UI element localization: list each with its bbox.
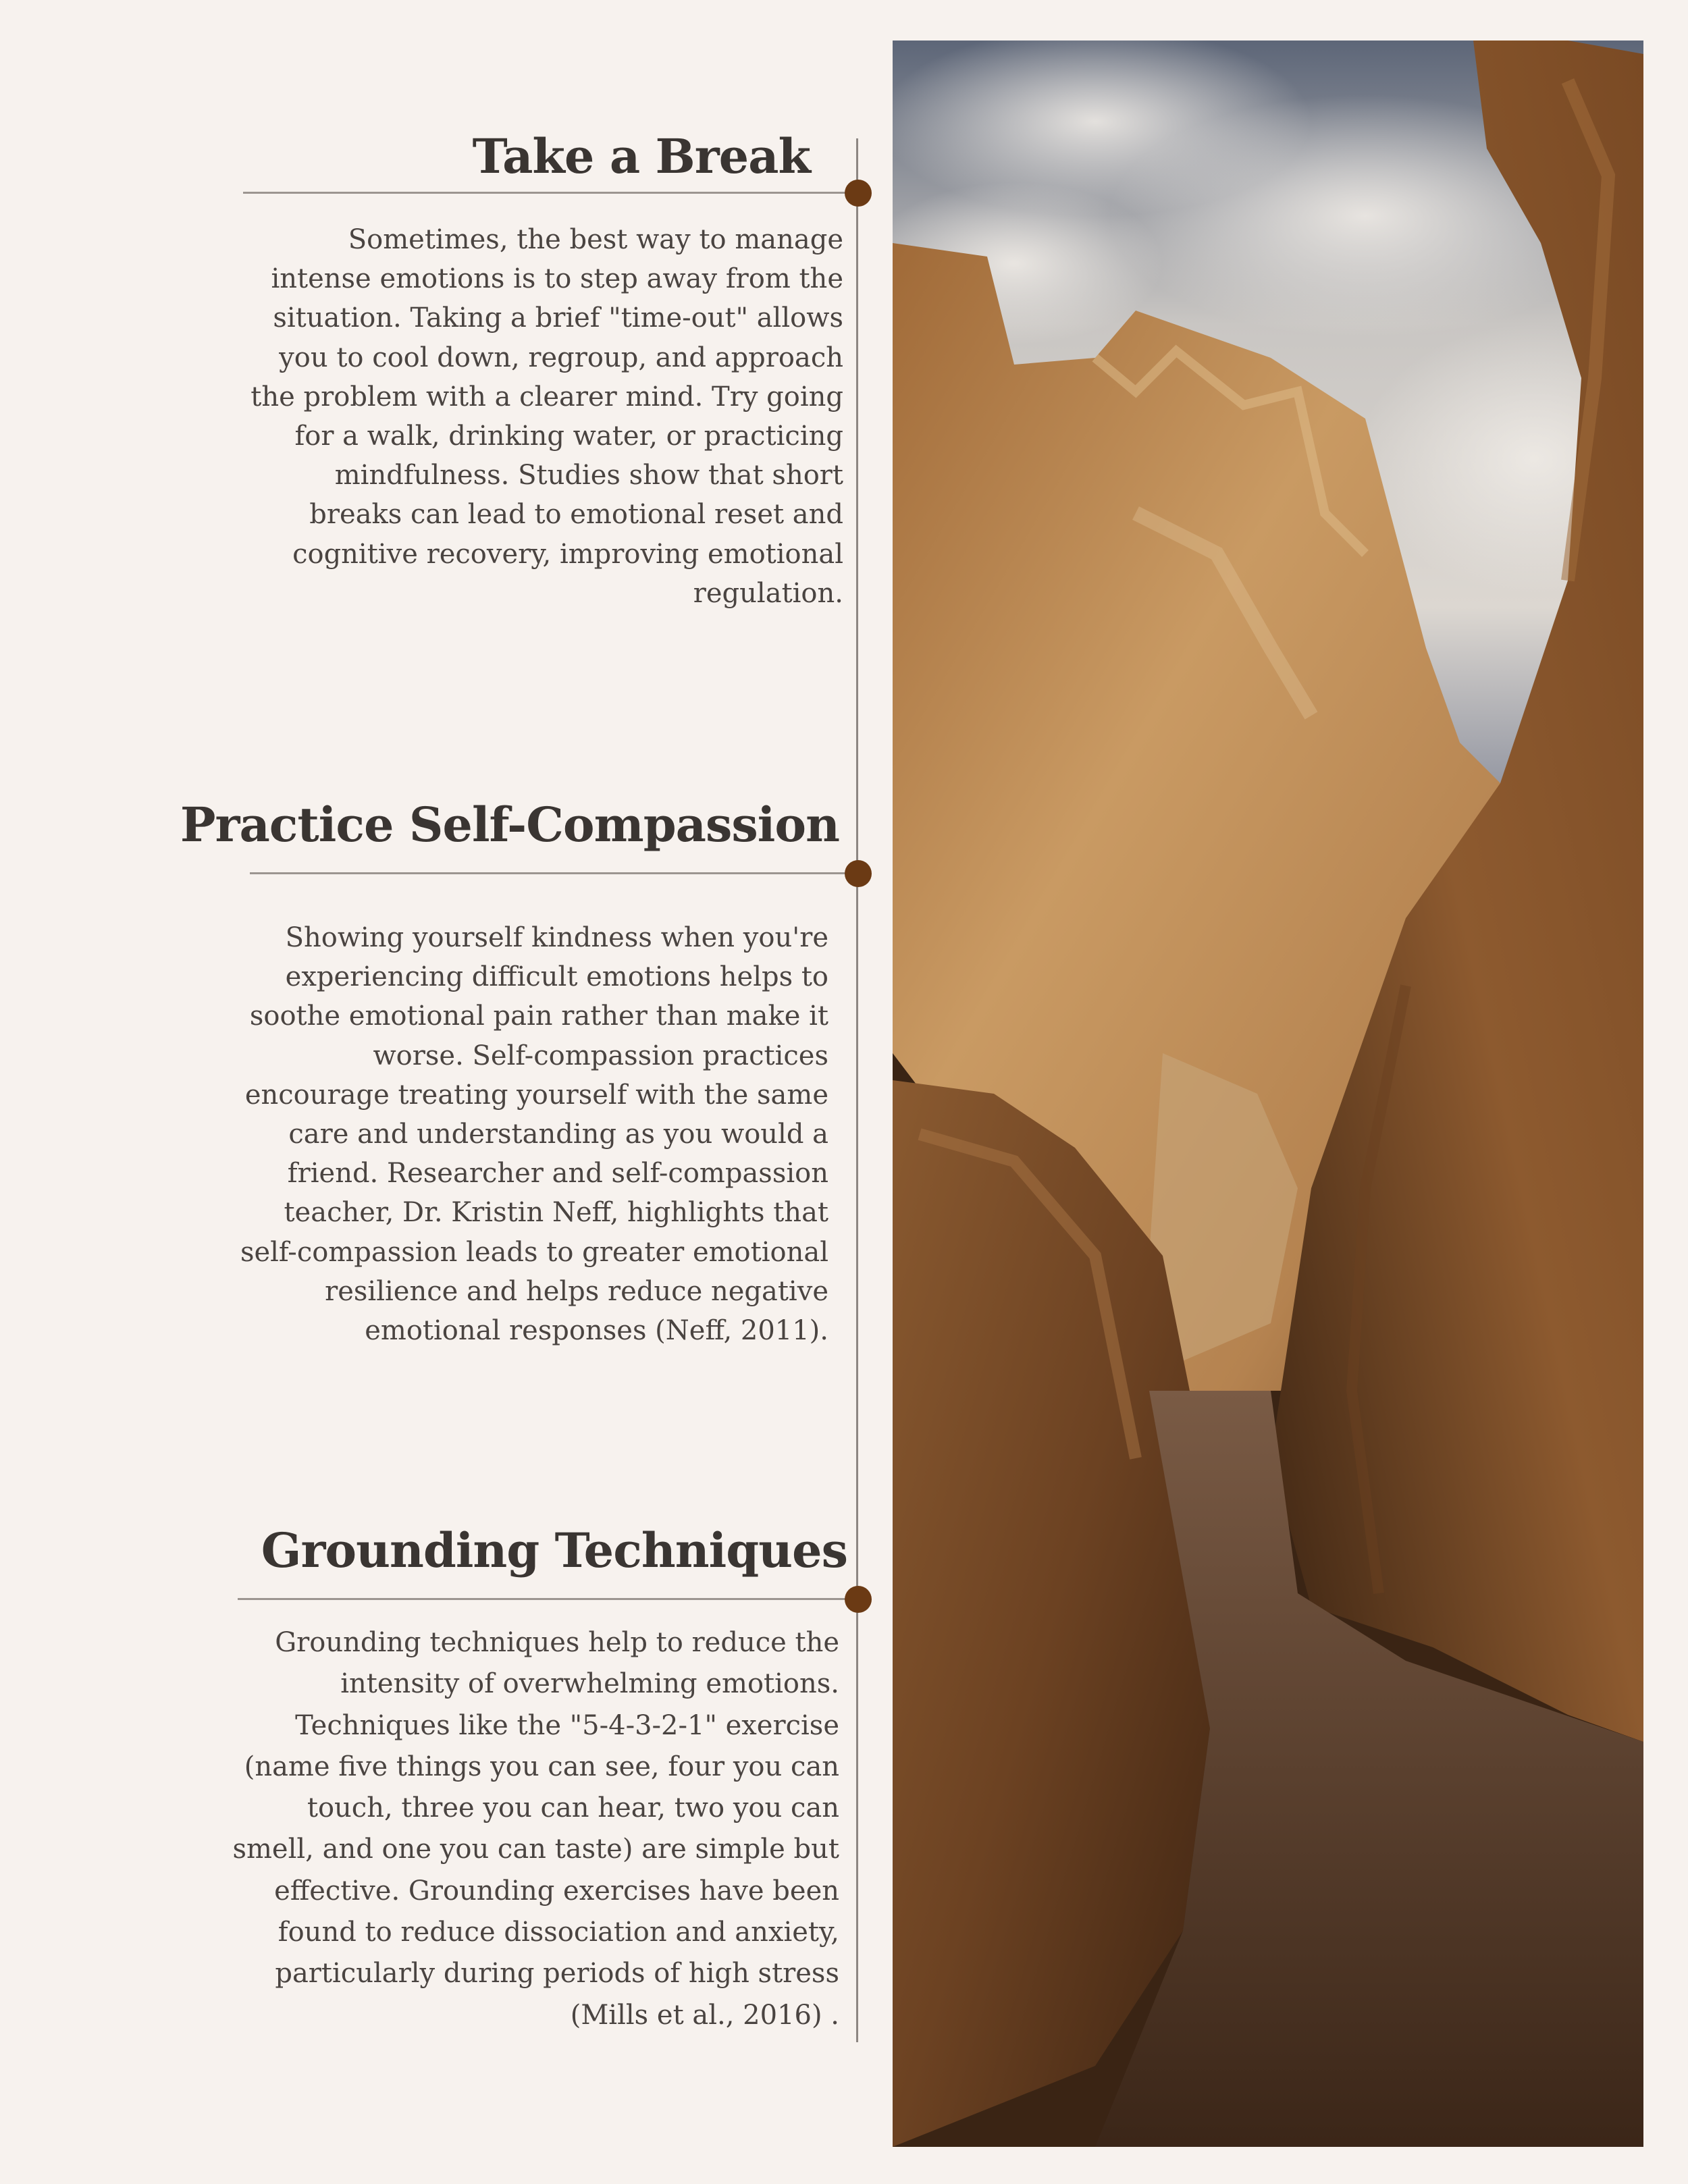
heading-rule [250, 872, 854, 874]
section-practice-self-compassion [180, 797, 851, 1377]
section-take-a-break [230, 128, 851, 614]
timeline-line [856, 138, 858, 2042]
section-heading: Grounding Techniques [261, 1522, 847, 1578]
heading-rule [243, 192, 854, 194]
heading-rule [238, 1598, 854, 1600]
section-heading: Practice Self-Compassion [180, 797, 839, 853]
canyon-photo [893, 41, 1643, 2147]
section-body: Showing yourself kindness when you're experiencing difficult emotions helps to soothe emotional pain rather than make it worse. Self-compassion practices encourage treating yourself with the same care and understanding as you would a friend. Researcher and self-compassion teacher, Dr. Kristin Neff, highlights that self-compassion leads to greater emotional resilience and helps reduce negative emotional responses (Neff, 2011). [240, 922, 828, 1347]
section-heading: Take a Break [472, 128, 810, 184]
section-body: Sometimes, the best way to manage intense emotions is to step away from the situation. Taking a brief "time-out" allows you to cool down, regroup, and approach the problem with a clearer mind. Try going for a walk, drinking water, or practicing mindfulness. Studies show that short breaks can lead to emotional reset and cognitive recovery, improving emotional regulation. [250, 224, 843, 609]
section-grounding-techniques [230, 1522, 851, 2062]
section-body: Grounding techniques help to reduce the intensity of overwhelming emotions. Techniques like the "5-4-3-2-1" exercise (name five things you can see, four you can touch, three you can hear, two you can smell, and one you can taste) are simple but effective. Grounding exercises have been found to reduce dissociation and anxiety, particularly during periods of high stress (Mills et al., 2016) . [232, 1627, 839, 2031]
timeline-dot [845, 180, 872, 207]
timeline-dot [845, 860, 872, 887]
timeline-dot [845, 1586, 872, 1613]
